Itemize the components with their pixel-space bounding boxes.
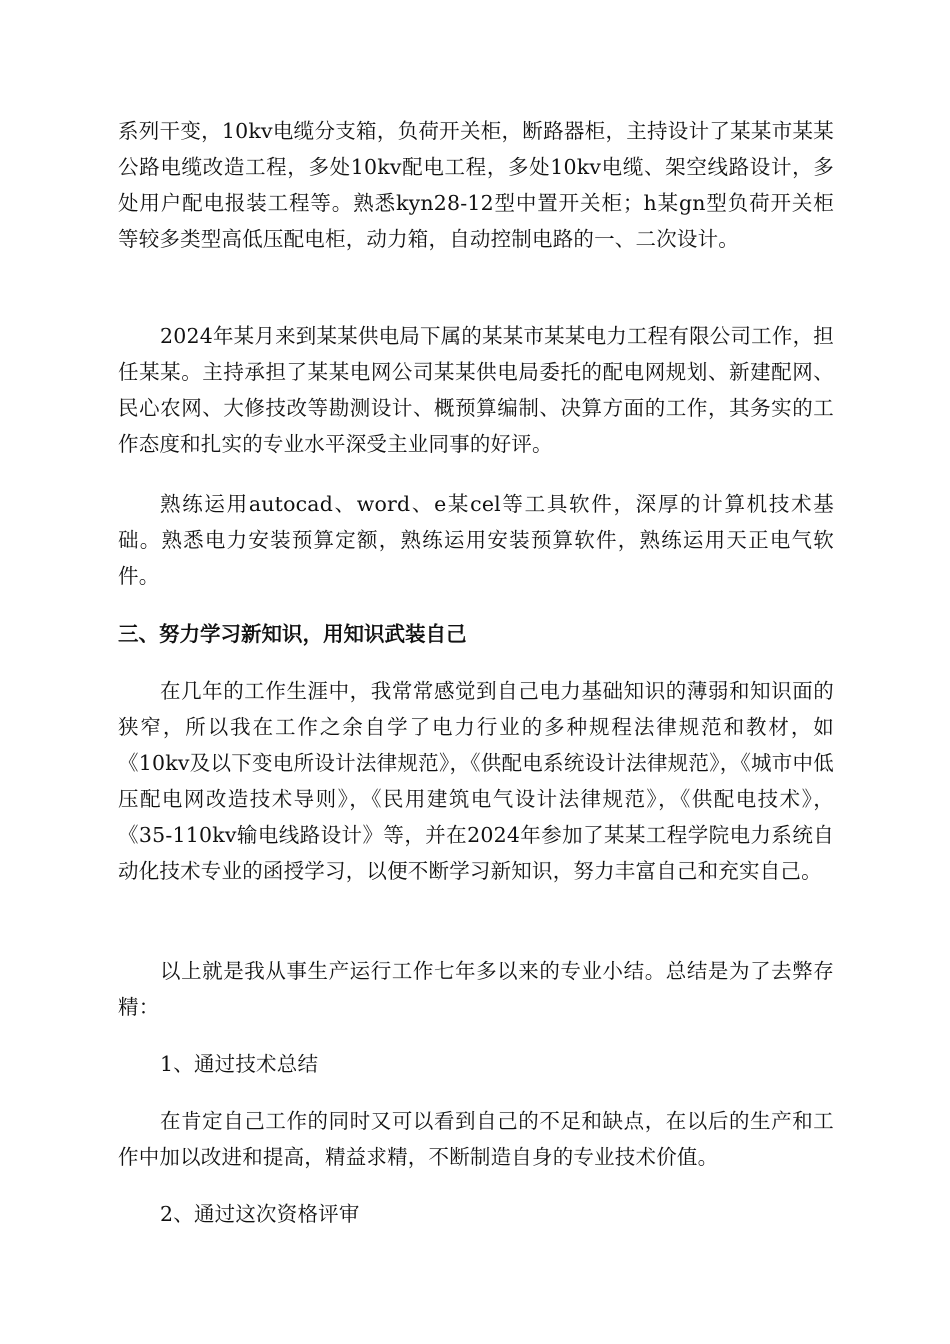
list-item-2: 2、通过这次资格评审 (160, 1202, 360, 1226)
list-item-1: 1、通过技术总结 (160, 1052, 319, 1076)
section-heading-3: 三、努力学习新知识，用知识武装自己 (118, 622, 467, 646)
paragraph-software-skills: 熟练运用autocad、word、e某cel等工具软件，深厚的计算机技术基础。熟悉电力安装预算定额，熟练运用安装预算软件，熟练运用天正电气软件。 (118, 492, 834, 588)
paragraph-work-history: 2024年某月来到某某供电局下属的某某市某某电力工程有限公司工作，担任某某。主持承担了某某电网公司某某供电局委托的配电网规划、新建配网、民心农网、大修技改等勘测设计、概预算编制、决算方面的工作，其务实的工作态度和扎实的专业水平深受主业同事的好评。 (118, 324, 834, 456)
paragraph-summary-intro: 以上就是我从事生产运行工作七年多以来的专业小结。总结是为了去弊存精： (118, 959, 834, 1019)
paragraph-design-experience: 系列干变，10kv电缆分支箱，负荷开关柜，断路器柜，主持设计了某某市某某公路电缆改造工程，多处10kv配电工程，多处10kv电缆、架空线路设计，多处用户配电报装工程等。熟悉kyn28-12型中置开关柜；h某gn型负荷开关柜等较多类型高低压配电柜，动力箱，自动控制电路的一、二次设计。 (118, 119, 834, 251)
paragraph-self-study: 在几年的工作生涯中，我常常感觉到自己电力基础知识的薄弱和知识面的狭窄，所以我在工作之余自学了电力行业的多种规程法律规范和教材，如《10kv及以下变电所设计法律规范》，《供配电系统设计法律规范》，《城市中低压配电网改造技术导则》，《民用建筑电气设计法律规范》，《供配电技术》，《35-110kv输电线路设计》等，并在2024年参加了某某工程学院电力系统自动化技术专业的函授学习，以便不断学习新知识，努力丰富自己和充实自己。 (118, 679, 834, 883)
paragraph-improvement: 在肯定自己工作的同时又可以看到自己的不足和缺点，在以后的生产和工作中加以改进和提高，精益求精，不断制造自身的专业技术价值。 (118, 1109, 834, 1169)
